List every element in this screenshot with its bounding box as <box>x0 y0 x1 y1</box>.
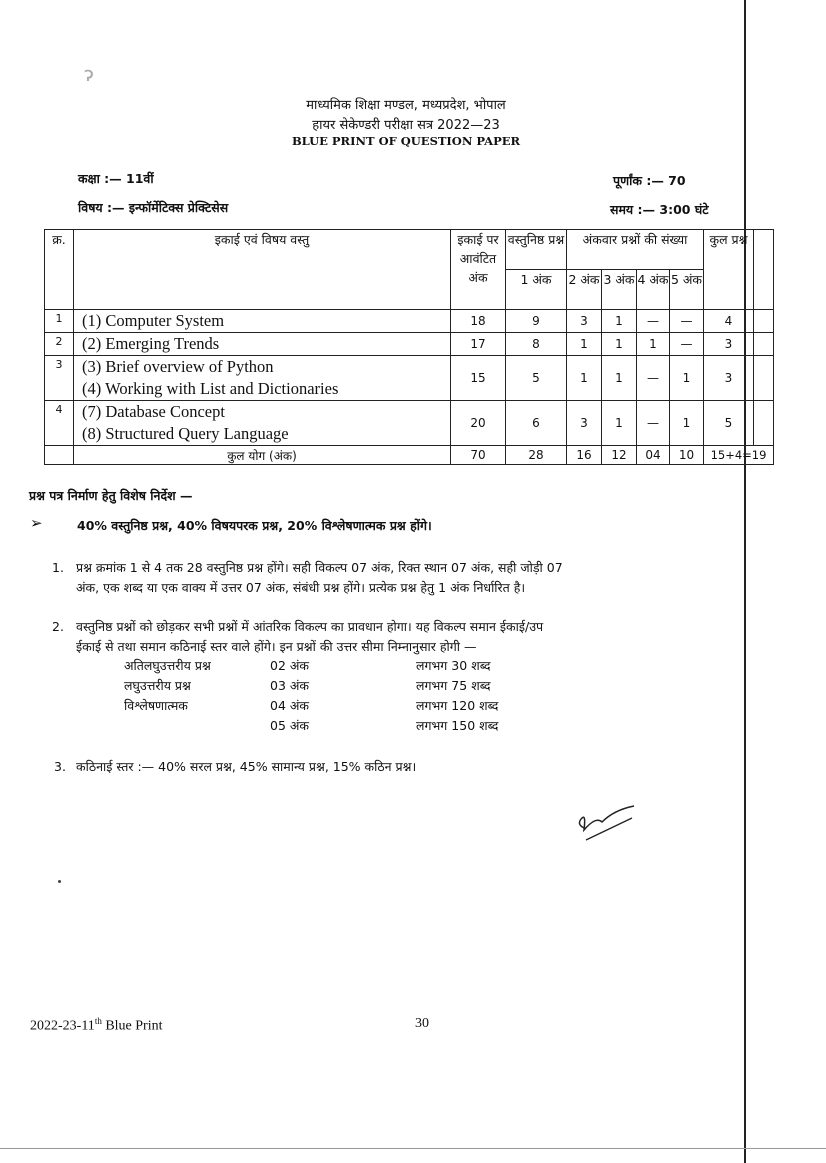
header-objective: वस्तुनिष्ठ प्रश्न <box>506 230 567 270</box>
total-m3: 12 <box>602 446 637 465</box>
row-topic-line: (4) Working with List and Dictionaries <box>82 379 339 398</box>
row-total: 3 <box>704 333 754 356</box>
row-topic: (1) Computer System <box>74 310 451 333</box>
row-marks: 17 <box>451 333 506 356</box>
limit-type: अतिलघुउत्तरीय प्रश्न <box>124 658 211 673</box>
max-marks: पूर्णांक :— 70 <box>613 173 686 188</box>
footer-left <box>30 1016 163 1035</box>
limit-type: लघुउत्तरीय प्रश्न <box>124 678 191 693</box>
row-topic <box>74 356 451 401</box>
item-1-line-1: प्रश्न क्रमांक 1 से 4 तक 28 वस्तुनिष्ठ प्रश्न होंगे। सही विकल्प 07 अंक, रिक्त स्थान 07 अंक, सही जोड़ी 07 <box>76 560 563 575</box>
table-row <box>45 333 774 356</box>
row-topic: (2) Emerging Trends <box>74 333 451 356</box>
board-name: माध्यमिक शिक्षा मण्डल, मध्यप्रदेश, भोपाल <box>306 98 506 113</box>
row-m4: — <box>637 310 670 333</box>
header-3-mark: 3 अंक <box>602 270 637 310</box>
limit-words: लगभग 120 शब्द <box>416 698 499 713</box>
header-2-mark: 2 अंक <box>567 270 602 310</box>
total-m2: 16 <box>567 446 602 465</box>
row-m4: 1 <box>637 333 670 356</box>
row-m1: 9 <box>506 310 567 333</box>
row-marks: 18 <box>451 310 506 333</box>
row-blank <box>754 401 774 446</box>
class-label: कक्षा :— 11वीं <box>78 171 154 186</box>
row-total: 4 <box>704 310 754 333</box>
row-m3: 1 <box>602 333 637 356</box>
item-1-number: 1. <box>52 560 64 575</box>
table-row <box>45 401 774 446</box>
total-m5: 10 <box>670 446 704 465</box>
total-questions: 15+4=19 <box>704 446 774 465</box>
table-row <box>45 310 774 333</box>
row-m2: 1 <box>567 333 602 356</box>
table-total-row <box>45 446 774 465</box>
total-m1: 28 <box>506 446 567 465</box>
footer-sup: th <box>94 1016 102 1026</box>
header-total: कुल प्रश्न <box>704 230 754 310</box>
row-m5: — <box>670 333 704 356</box>
bullet-text: 40% वस्तुनिष्ठ प्रश्न, 40% विषयपरक प्रश्न, 20% विश्लेषणात्मक प्रश्न होंगे। <box>77 518 432 533</box>
item-2-line-1: वस्तुनिष्ठ प्रश्नों को छोड़कर सभी प्रश्नों में आंतरिक विकल्प का प्रावधान होगा। यह विकल्प समान ईकाई/उप <box>76 619 544 634</box>
row-blank <box>754 333 774 356</box>
signature <box>572 800 642 844</box>
blueprint-table <box>44 229 774 465</box>
scan-dot <box>58 880 61 883</box>
row-m5: — <box>670 310 704 333</box>
instructions-heading: प्रश्न पत्र निर्माण हेतु विशेष निर्देश — <box>29 488 193 503</box>
total-marks: 70 <box>451 446 506 465</box>
row-m3: 1 <box>602 356 637 401</box>
row-sno: 1 <box>45 310 74 333</box>
page-bottom-line <box>0 1148 826 1149</box>
row-sno: 3 <box>45 356 74 401</box>
row-m2: 1 <box>567 356 602 401</box>
row-sno: 2 <box>45 333 74 356</box>
row-m3: 1 <box>602 401 637 446</box>
limit-type: विश्लेषणात्मक <box>124 698 188 713</box>
row-m1: 5 <box>506 356 567 401</box>
row-blank <box>754 356 774 401</box>
limit-marks: 02 अंक <box>270 658 310 673</box>
limit-marks: 03 अंक <box>270 678 310 693</box>
page-number: 30 <box>415 1016 429 1031</box>
header-sno: क्र. <box>45 230 74 310</box>
row-m1: 8 <box>506 333 567 356</box>
row-marks: 20 <box>451 401 506 446</box>
exam-session: हायर सेकेण्डरी परीक्षा सत्र 2022—23 <box>312 118 500 133</box>
time-label: समय :— 3:00 घंटे <box>610 202 709 217</box>
row-m5: 1 <box>670 356 704 401</box>
row-m5: 1 <box>670 401 704 446</box>
limit-marks: 04 अंक <box>270 698 310 713</box>
row-m2: 3 <box>567 310 602 333</box>
table-row <box>45 356 774 401</box>
row-marks: 15 <box>451 356 506 401</box>
limit-words: लगभग 75 शब्द <box>416 678 491 693</box>
subject-label: विषय :— इन्फॉर्मेटिक्स प्रेक्टिसेस <box>78 200 229 215</box>
page-edge-line <box>744 0 746 1163</box>
total-m4: 04 <box>637 446 670 465</box>
row-total: 3 <box>704 356 754 401</box>
row-blank <box>754 310 774 333</box>
document-title: BLUE PRINT OF QUESTION PAPER <box>291 134 521 148</box>
footer-year-class: 2022-23-11 <box>30 1018 95 1034</box>
total-sno-blank <box>45 446 74 465</box>
header-blank <box>754 230 774 310</box>
row-m1: 6 <box>506 401 567 446</box>
item-3-line-1: कठिनाई स्तर :— 40% सरल प्रश्न, 45% सामान्य प्रश्न, 15% कठिन प्रश्न। <box>76 759 417 774</box>
row-sno: 4 <box>45 401 74 446</box>
item-3-number: 3. <box>54 759 66 774</box>
header-1-mark: 1 अंक <box>506 270 567 310</box>
row-topic <box>74 401 451 446</box>
bullet-arrow-icon: ➢ <box>30 514 43 532</box>
limit-words: लगभग 30 शब्द <box>416 658 491 673</box>
header-markwise: अंकवार प्रश्नों की संख्या <box>567 230 704 270</box>
total-label: कुल योग (अंक) <box>74 446 451 465</box>
row-m3: 1 <box>602 310 637 333</box>
item-1-line-2: अंक, एक शब्द या एक वाक्य में उत्तर 07 अंक, संबंधी प्रश्न होंगे। प्रत्येक प्रश्न हेतु 1 अंक निर्धारित है। <box>76 580 526 595</box>
header-5-mark: 5 अंक <box>670 270 704 310</box>
header-allotted: इकाई पर आवंटित अंक <box>451 230 506 310</box>
header-unit: इकाई एवं विषय वस्तु <box>74 230 451 310</box>
row-m2: 3 <box>567 401 602 446</box>
limit-marks: 05 अंक <box>270 718 310 733</box>
scan-mark: ɂ <box>84 62 94 86</box>
footer-title: Blue Print <box>101 1018 163 1034</box>
header-4-mark: 4 अंक <box>637 270 670 310</box>
row-topic-line: (7) Database Concept <box>82 402 225 421</box>
row-topic-line: (3) Brief overview of Python <box>82 357 274 376</box>
row-topic-line: (8) Structured Query Language <box>82 424 289 443</box>
row-m4: — <box>637 356 670 401</box>
row-m4: — <box>637 401 670 446</box>
row-total: 5 <box>704 401 754 446</box>
item-2-line-2: ईकाई से तथा समान कठिनाई स्तर वाले होंगे। इन प्रश्नों की उत्तर सीमा निम्नानुसार होगी — <box>76 639 477 654</box>
item-2-number: 2. <box>52 619 64 634</box>
limit-words: लगभग 150 शब्द <box>416 718 499 733</box>
